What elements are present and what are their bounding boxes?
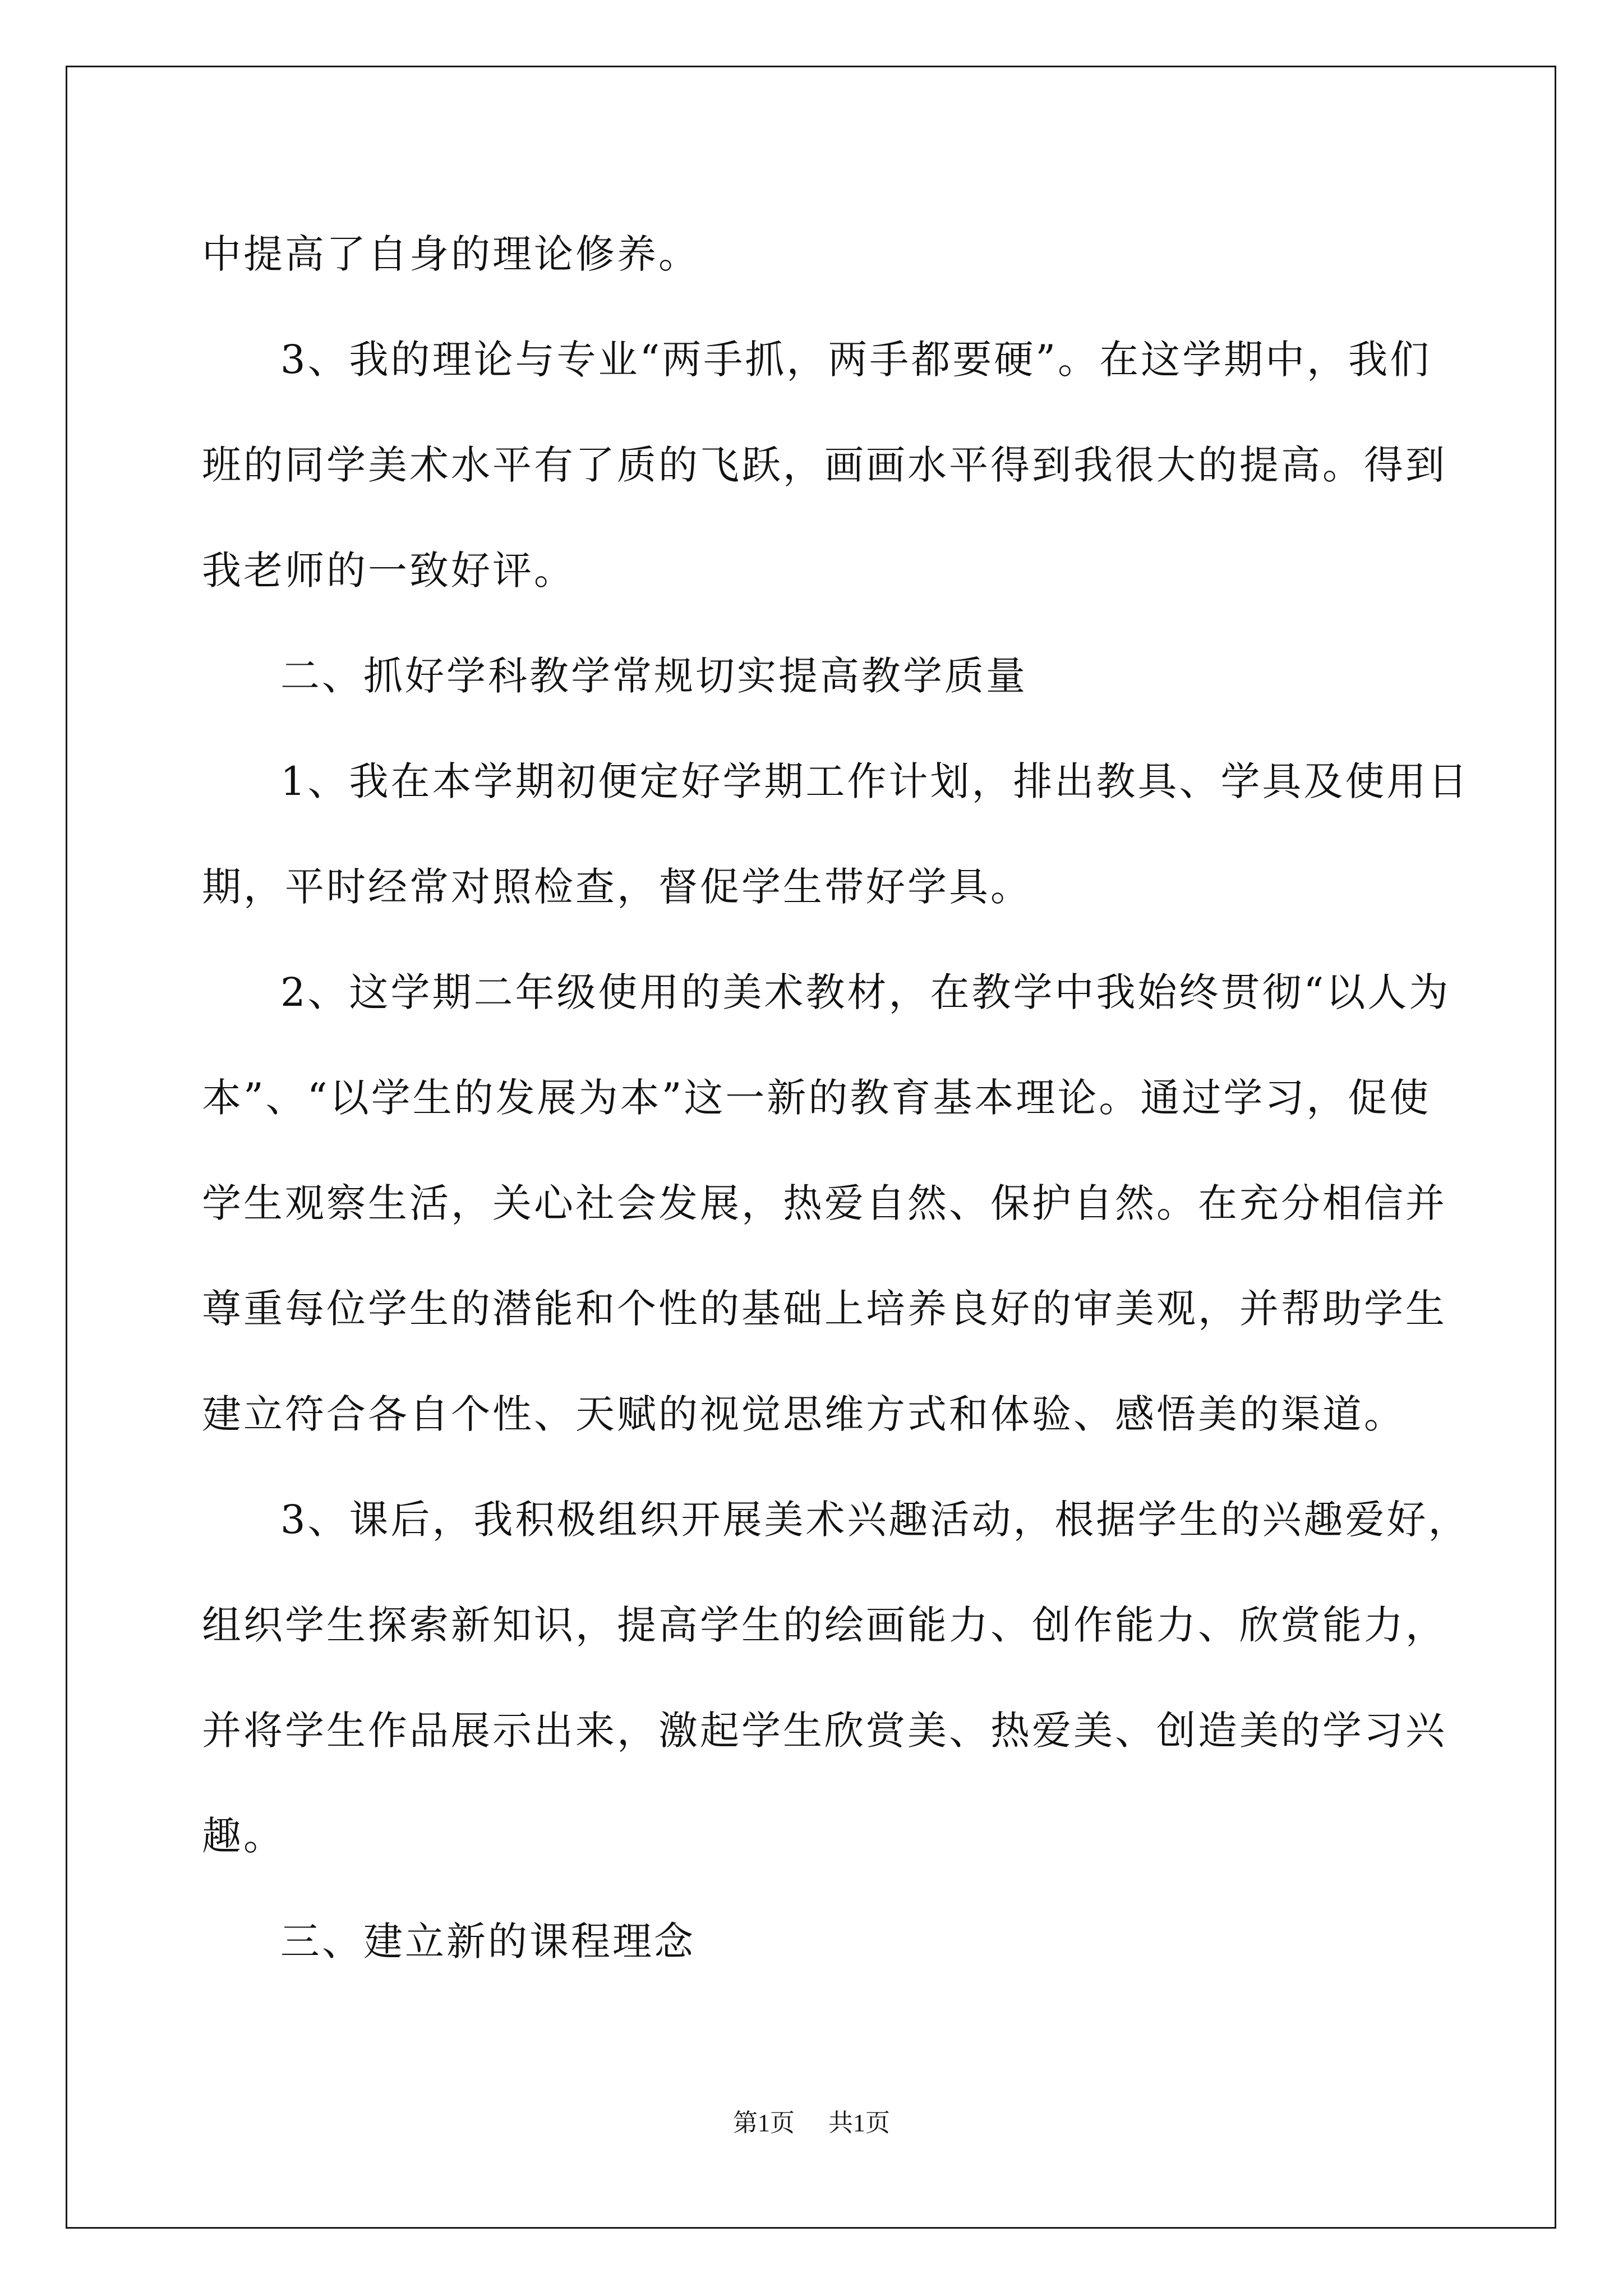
text-line: 我老师的一致好评。 — [202, 547, 575, 593]
text-line: 1、我在本学期初便定好学期工作计划，排出教具、学具及使用日 — [280, 758, 1470, 804]
text-line: 趣。 — [202, 1813, 285, 1859]
page-number-current: 第1页 — [733, 2109, 795, 2137]
text-line: 组织学生探索新知识，提高学生的绘画能力、创作能力、欣赏能力， — [202, 1602, 1447, 1648]
text-line: 本”、“以学生的发展为本”这一新的教育基本理论。通过学习，促使 — [202, 1075, 1431, 1121]
text-line: 中提高了自身的理论修养。 — [202, 231, 700, 277]
text-line: 尊重每位学生的潜能和个性的基础上培养良好的审美观，并帮助学生 — [202, 1286, 1447, 1332]
text-line: 学生观察生活，关心社会发展，热爱自然、保护自然。在充分相信并 — [202, 1180, 1447, 1226]
page-border — [66, 66, 1556, 2229]
text-line: 班的同学美术水平有了质的飞跃，画画水平得到我很大的提高。得到 — [202, 442, 1447, 488]
text-line: 期，平时经常对照检查，督促学生带好学具。 — [202, 864, 1032, 910]
section-heading: 二、抓好学科教学常规切实提高教学质量 — [280, 653, 1027, 699]
text-line: 2、这学期二年级使用的美术教材，在教学中我始终贯彻“以人为 — [280, 969, 1451, 1015]
section-heading: 三、建立新的课程理念 — [280, 1918, 695, 1964]
page-footer — [0, 2102, 1623, 2138]
text-line: 3、课后，我积极组织开展美术兴趣活动，根据学生的兴趣爱好， — [280, 1497, 1470, 1543]
text-line: 3、我的理论与专业“两手抓，两手都要硬”。在这学期中，我们 — [280, 337, 1432, 383]
page-number-total: 共1页 — [828, 2109, 890, 2137]
text-line: 并将学生作品展示出来，激起学生欣赏美、热爱美、创造美的学习兴 — [202, 1708, 1447, 1754]
text-line: 建立符合各自个性、天赋的视觉思维方式和体验、感悟美的渠道。 — [202, 1391, 1405, 1437]
